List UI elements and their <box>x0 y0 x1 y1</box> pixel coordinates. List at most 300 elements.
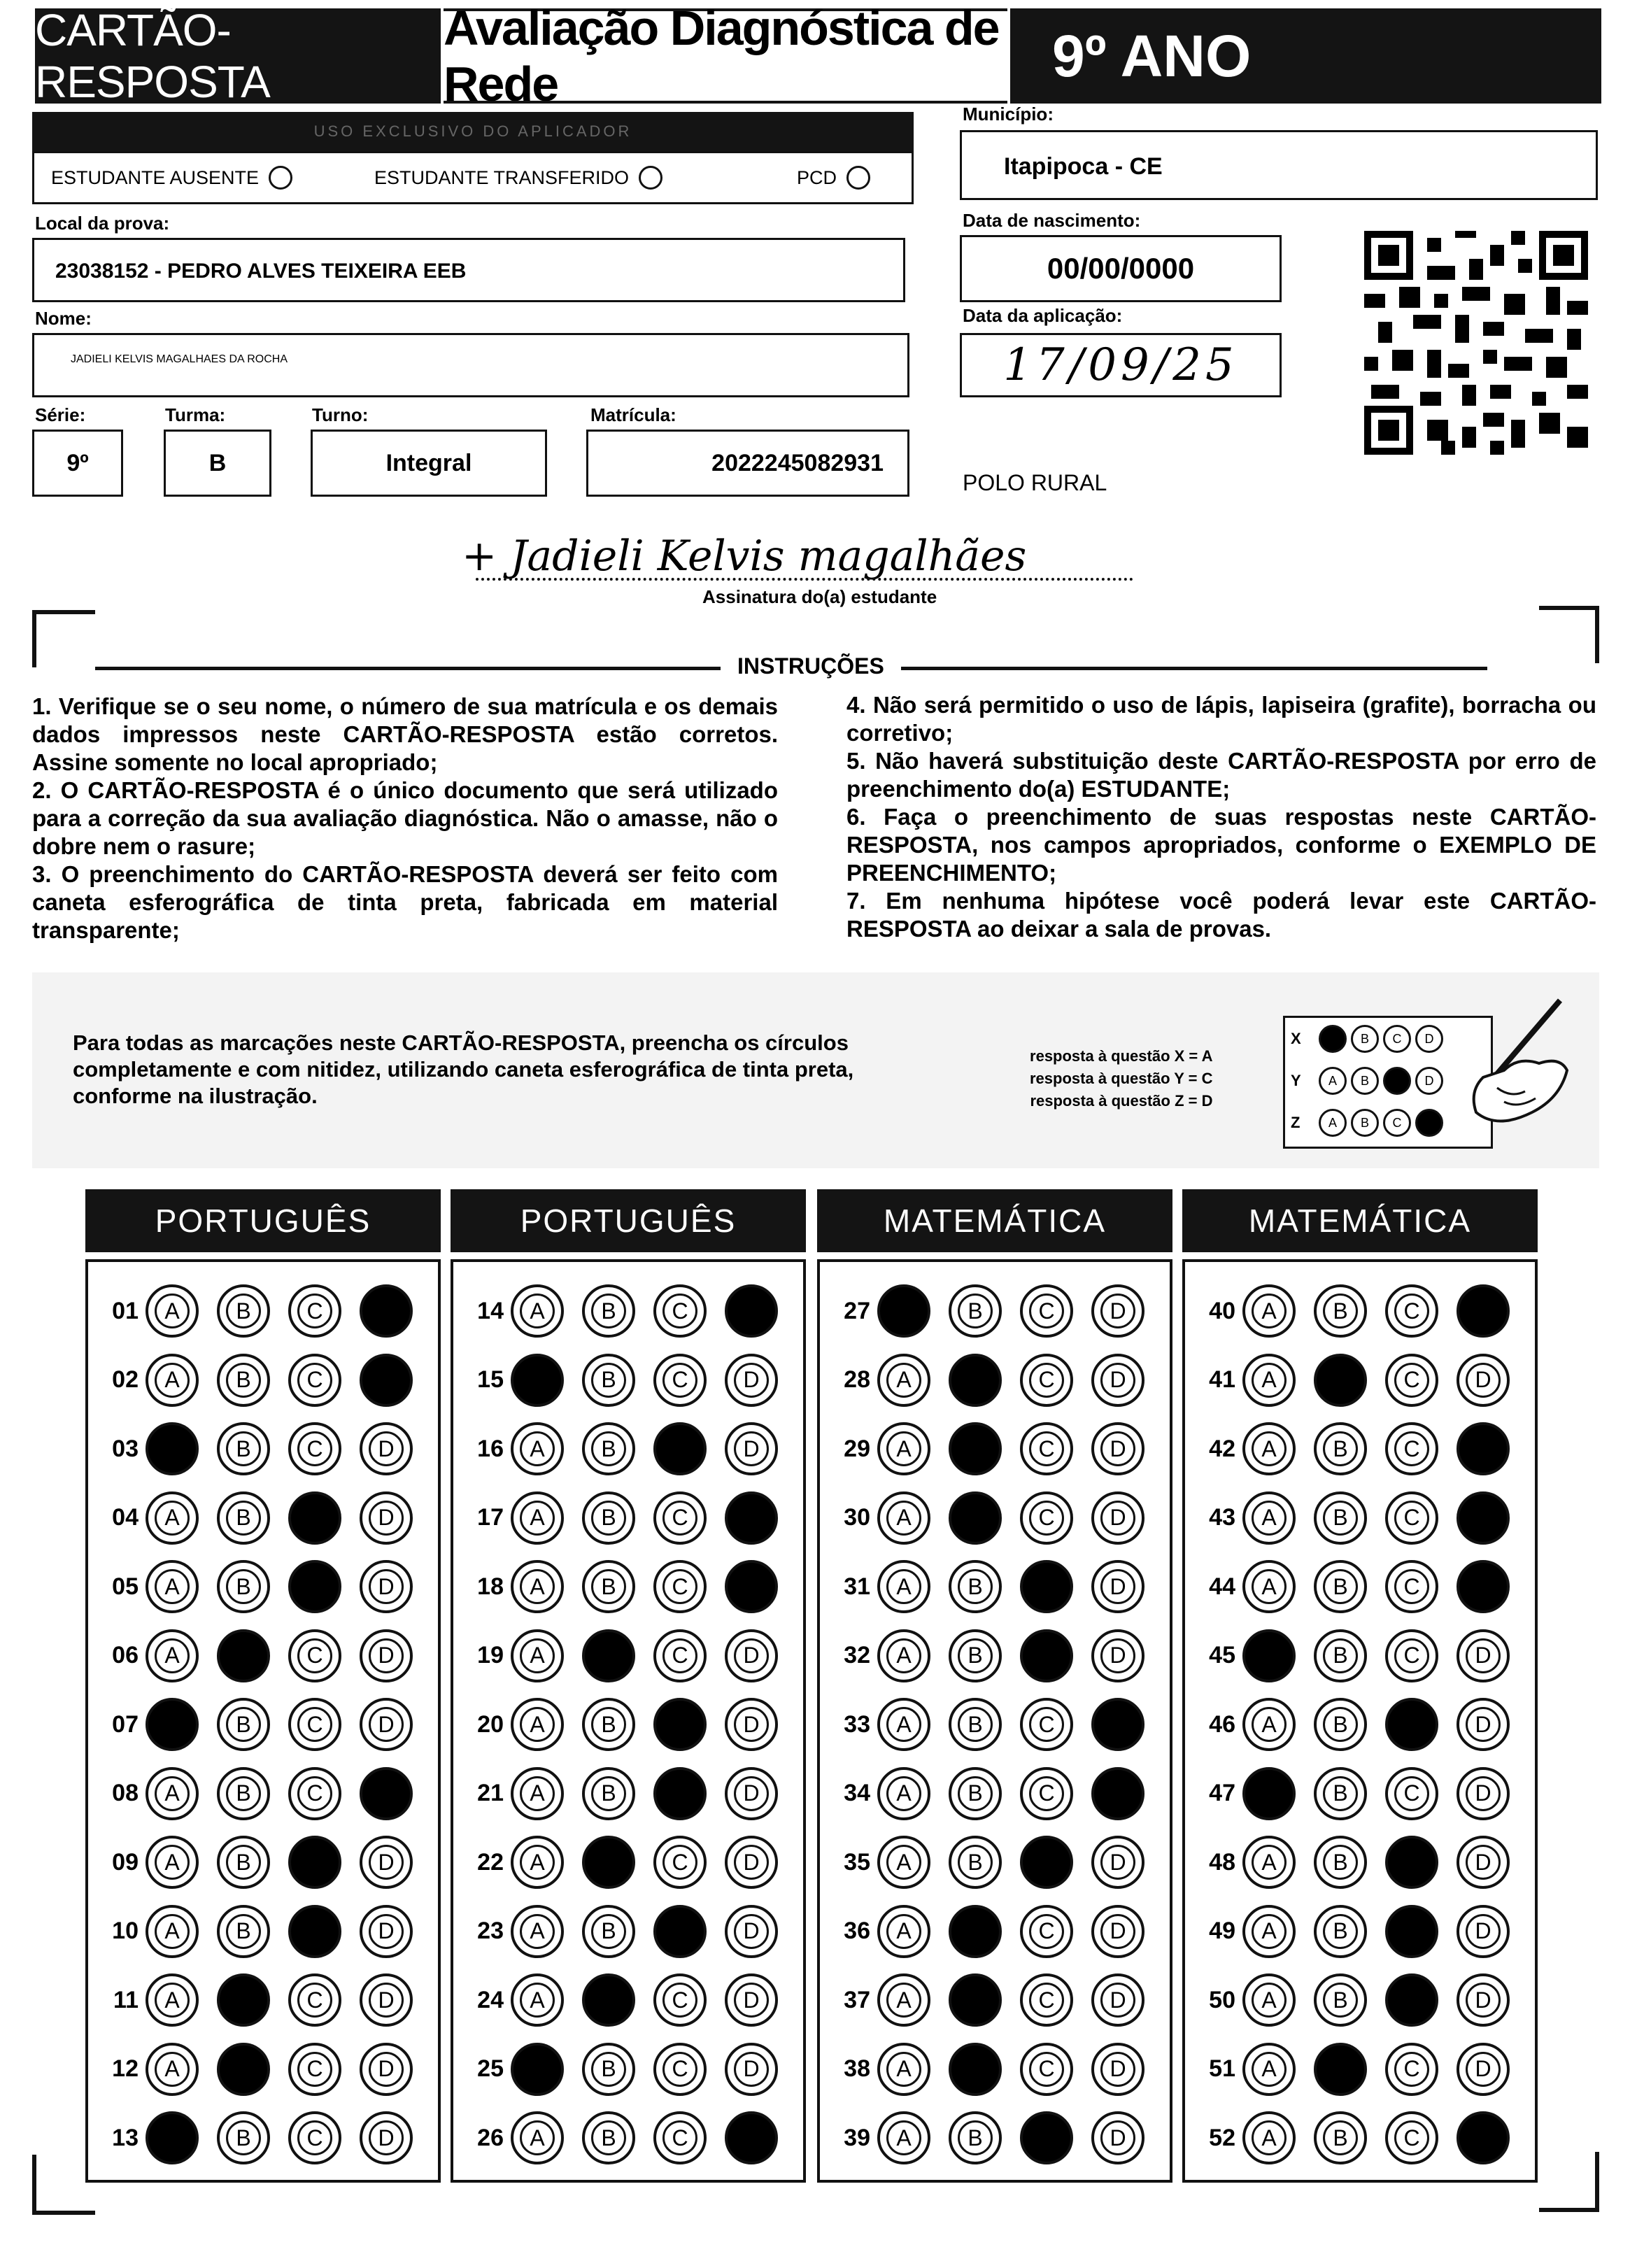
answer-bubble-c[interactable] <box>653 1422 707 1475</box>
bubble-letter: A <box>886 1501 921 1536</box>
grade-label: 9º ANO <box>1010 8 1601 104</box>
answer-bubble-b[interactable] <box>949 2043 1002 2096</box>
answer-bubble-a[interactable] <box>511 1560 564 1613</box>
bubble-letter: B <box>591 1914 626 1949</box>
answer-bubble-b[interactable] <box>1314 1836 1367 1889</box>
answer-bubble-c[interactable] <box>288 2111 341 2164</box>
answer-bubble-d[interactable] <box>725 1560 778 1613</box>
bubble-letter: A <box>520 1294 555 1328</box>
question-number: 45 <box>1209 1642 1235 1668</box>
answer-bubble-d[interactable] <box>725 1905 778 1958</box>
answer-bubble-b[interactable] <box>949 1905 1002 1958</box>
answer-bubble-d[interactable] <box>1457 1491 1510 1545</box>
example-row-label: Z <box>1291 1114 1301 1131</box>
answer-bubble-a[interactable] <box>511 1698 564 1751</box>
answer-bubble-c[interactable] <box>288 1560 341 1613</box>
answer-bubble-c[interactable] <box>653 1284 707 1338</box>
answer-bubble-a[interactable] <box>146 2111 199 2164</box>
bubble-letter: C <box>1394 1363 1429 1398</box>
answer-bubble-b[interactable] <box>1314 1354 1367 1407</box>
hand-pen-icon <box>1455 993 1581 1133</box>
answer-bubble-b[interactable] <box>217 2111 270 2164</box>
bubble-letter: A <box>886 1845 921 1880</box>
corner-top-right <box>1539 606 1599 663</box>
answer-bubble-a[interactable] <box>1242 1354 1296 1407</box>
answer-bubble-c[interactable] <box>1385 1284 1438 1338</box>
answer-bubble-d[interactable] <box>1457 1354 1510 1407</box>
bubble-letter: B <box>958 1776 993 1811</box>
question-row <box>97 1559 431 1615</box>
answer-bubble-d[interactable] <box>1091 1354 1144 1407</box>
answer-bubble-a[interactable] <box>146 1698 199 1751</box>
answer-bubble-a[interactable] <box>146 1629 199 1682</box>
answer-bubble-c[interactable] <box>288 1354 341 1407</box>
answer-bubble-d[interactable] <box>360 1354 413 1407</box>
bubble-letter: C <box>1394 1501 1429 1536</box>
answer-bubble-d[interactable] <box>360 1698 413 1751</box>
answer-bubble-d[interactable] <box>725 1973 778 2027</box>
answer-bubble-d[interactable] <box>725 1422 778 1475</box>
answer-bubble-a[interactable] <box>511 1629 564 1682</box>
bubble-letter: A <box>155 1845 190 1880</box>
question-row <box>828 1559 1163 1615</box>
example-bubble: C <box>1383 1109 1411 1137</box>
question-row <box>462 1628 796 1684</box>
answer-bubble-a[interactable] <box>1242 1284 1296 1338</box>
answer-bubble-c[interactable] <box>1020 1973 1073 2027</box>
answer-bubble-d[interactable] <box>1091 1284 1144 1338</box>
answer-bubble-b[interactable] <box>582 2043 635 2096</box>
answer-bubble-d[interactable] <box>360 2043 413 2096</box>
signature-label: Assinatura do(a) estudante <box>702 586 937 607</box>
answer-bubble-b[interactable] <box>582 1491 635 1545</box>
answer-bubble-c[interactable] <box>288 1491 341 1545</box>
answer-bubble-a[interactable] <box>146 1422 199 1475</box>
answer-bubble-a[interactable] <box>1242 2043 1296 2096</box>
bubble-letter: C <box>297 1431 332 1466</box>
answer-bubble-d[interactable] <box>1457 1973 1510 2027</box>
answer-bubble-c[interactable] <box>1020 1491 1073 1545</box>
example-row-label: Y <box>1291 1072 1301 1089</box>
answer-bubble-d[interactable] <box>1091 1491 1144 1545</box>
answer-bubble-b[interactable] <box>217 2043 270 2096</box>
answer-bubble-d[interactable] <box>1457 2111 1510 2164</box>
answer-bubble-d[interactable] <box>1457 1836 1510 1889</box>
question-number: 18 <box>477 1573 504 1600</box>
answer-bubble-b[interactable] <box>217 1560 270 1613</box>
answer-bubble-c[interactable] <box>1385 1698 1438 1751</box>
answer-bubble-d[interactable] <box>360 1491 413 1545</box>
answer-bubble-c[interactable] <box>288 2043 341 2096</box>
answer-bubble-d[interactable] <box>1091 1767 1144 1820</box>
answer-bubble-c[interactable] <box>653 1560 707 1613</box>
bubble-letter: A <box>520 1707 555 1742</box>
answer-bubble-a[interactable] <box>511 1354 564 1407</box>
bubble-letter: A <box>886 1983 921 2018</box>
answer-bubble-b[interactable] <box>217 1491 270 1545</box>
answer-bubble-d[interactable] <box>1457 1767 1510 1820</box>
bubble-letter: A <box>1252 1914 1287 1949</box>
pcd-label: PCD <box>797 166 837 188</box>
question-row <box>462 2041 796 2097</box>
answer-bubble-b[interactable] <box>582 1698 635 1751</box>
bubble-letter: D <box>734 1638 769 1673</box>
serie-label: Série: <box>35 404 86 425</box>
answer-bubble-b[interactable] <box>217 1767 270 1820</box>
bubble-letter: D <box>734 1983 769 2018</box>
answer-bubble-c[interactable] <box>653 1836 707 1889</box>
answer-bubble-b[interactable] <box>1314 2111 1367 2164</box>
answer-bubble-a[interactable] <box>877 1284 930 1338</box>
bubble-letter: A <box>1252 1501 1287 1536</box>
answer-bubble-d[interactable] <box>1457 1905 1510 1958</box>
question-number: 44 <box>1209 1573 1235 1600</box>
answer-bubble-c[interactable] <box>1020 2111 1073 2164</box>
example-bubble: A <box>1319 1109 1347 1137</box>
answer-bubble-a[interactable] <box>1242 1836 1296 1889</box>
answer-bubble-a[interactable] <box>1242 1491 1296 1545</box>
answer-bubble-d[interactable] <box>360 1422 413 1475</box>
answer-bubble-d[interactable] <box>1457 1560 1510 1613</box>
answer-bubble-d[interactable] <box>1457 1422 1510 1475</box>
answer-bubble-d[interactable] <box>1457 1698 1510 1751</box>
answer-bubble-b[interactable] <box>582 1905 635 1958</box>
bubble-letter: D <box>1466 1983 1501 2018</box>
bubble-letter: B <box>226 1363 261 1398</box>
answer-bubble-b[interactable] <box>949 1284 1002 1338</box>
answer-bubble-a[interactable] <box>511 2043 564 2096</box>
answer-bubble-d[interactable] <box>360 1905 413 1958</box>
answer-bubble-c[interactable] <box>1020 1905 1073 1958</box>
bubble-letter: A <box>155 1914 190 1949</box>
question-number: 51 <box>1209 2055 1235 2082</box>
answer-bubble-b[interactable] <box>582 1422 635 1475</box>
answer-bubble-b[interactable] <box>1314 1973 1367 2027</box>
answer-bubble-c[interactable] <box>653 1629 707 1682</box>
answer-bubble-b[interactable] <box>949 1629 1002 1682</box>
bubble-letter: B <box>226 1501 261 1536</box>
answer-bubble-a[interactable] <box>877 1560 930 1613</box>
bubble-letter: D <box>734 1707 769 1742</box>
answer-bubble-a[interactable] <box>511 1905 564 1958</box>
answer-bubble-b[interactable] <box>582 1836 635 1889</box>
answer-bubble-c[interactable] <box>1385 1767 1438 1820</box>
answer-bubble-a[interactable] <box>146 1973 199 2027</box>
answer-bubble-c[interactable] <box>1020 1422 1073 1475</box>
answer-bubble-c[interactable] <box>653 1698 707 1751</box>
answer-bubble-c[interactable] <box>1385 1560 1438 1613</box>
answer-bubble-a[interactable] <box>1242 2111 1296 2164</box>
answer-bubble-c[interactable] <box>288 1629 341 1682</box>
answer-bubble-b[interactable] <box>1314 1284 1367 1338</box>
answer-bubble-b[interactable] <box>1314 1560 1367 1613</box>
answer-bubble-c[interactable] <box>1020 1698 1073 1751</box>
answer-bubble-c[interactable] <box>288 1973 341 2027</box>
bubble-letter: A <box>1252 2120 1287 2155</box>
answer-bubble-a[interactable] <box>877 2043 930 2096</box>
answer-bubble-d[interactable] <box>1091 2043 1144 2096</box>
answer-bubble-b[interactable] <box>949 2111 1002 2164</box>
bubble-letter: D <box>734 2052 769 2087</box>
answer-bubble-b[interactable] <box>582 1629 635 1682</box>
answer-bubble-a[interactable] <box>511 1836 564 1889</box>
answer-bubble-d[interactable] <box>360 1560 413 1613</box>
answer-bubble-d[interactable] <box>725 2043 778 2096</box>
answer-bubble-b[interactable] <box>582 1284 635 1338</box>
answer-bubble-c[interactable] <box>653 1973 707 2027</box>
turma-label: Turma: <box>165 404 226 425</box>
answer-bubble-a[interactable] <box>511 1973 564 2027</box>
answer-bubble-d[interactable] <box>360 1767 413 1820</box>
answer-bubble-b[interactable] <box>582 2111 635 2164</box>
answer-bubble-d[interactable] <box>1091 1560 1144 1613</box>
bubble-letter: B <box>226 1776 261 1811</box>
answer-bubble-a[interactable] <box>877 1629 930 1682</box>
answer-bubble-c[interactable] <box>653 1905 707 1958</box>
answer-bubble-a[interactable] <box>511 1422 564 1475</box>
question-row <box>828 2041 1163 2097</box>
instruction-item: 7. Em nenhuma hipótese você poderá levar este CARTÃO-RESPOSTA ao deixar a sala de provas. <box>846 888 1596 942</box>
answer-bubble-c[interactable] <box>1020 1836 1073 1889</box>
question-number: 52 <box>1209 2124 1235 2151</box>
question-number: 38 <box>844 2055 870 2082</box>
bubble-letter: C <box>1029 1707 1064 1742</box>
answer-bubble-d[interactable] <box>725 1491 778 1545</box>
bubble-letter: B <box>591 2052 626 2087</box>
turno-label: Turno: <box>312 404 369 425</box>
answer-bubble-b[interactable] <box>949 1767 1002 1820</box>
answer-bubble-b[interactable] <box>949 1491 1002 1545</box>
answer-bubble-b[interactable] <box>1314 1698 1367 1751</box>
answer-bubble-b[interactable] <box>949 1698 1002 1751</box>
answer-bubble-d[interactable] <box>725 1767 778 1820</box>
question-number: 48 <box>1209 1848 1235 1876</box>
answer-bubble-b[interactable] <box>1314 1905 1367 1958</box>
answer-bubble-a[interactable] <box>146 1836 199 1889</box>
signature-area[interactable] <box>462 532 1161 595</box>
answer-bubble-b[interactable] <box>1314 1491 1367 1545</box>
answer-bubble-d[interactable] <box>725 1698 778 1751</box>
answer-bubble-c[interactable] <box>1385 1422 1438 1475</box>
answer-bubble-b[interactable] <box>582 1354 635 1407</box>
answer-bubble-b[interactable] <box>949 1354 1002 1407</box>
answer-bubble-a[interactable] <box>1242 1629 1296 1682</box>
answer-bubble-d[interactable] <box>1091 1973 1144 2027</box>
answer-bubble-a[interactable] <box>146 1284 199 1338</box>
answer-bubble-c[interactable] <box>288 1422 341 1475</box>
answer-bubble-a[interactable] <box>146 1905 199 1958</box>
answer-bubble-c[interactable] <box>1020 1560 1073 1613</box>
answer-bubble-d[interactable] <box>725 1629 778 1682</box>
answer-bubble-a[interactable] <box>877 1836 930 1889</box>
answer-bubble-a[interactable] <box>511 1491 564 1545</box>
answer-bubble-c[interactable] <box>288 1284 341 1338</box>
bubble-letter: A <box>1252 2052 1287 2087</box>
answer-bubble-d[interactable] <box>360 1973 413 2027</box>
answer-bubble-c[interactable] <box>1385 1836 1438 1889</box>
answer-bubble-c[interactable] <box>288 1836 341 1889</box>
answer-bubble-d[interactable] <box>360 2111 413 2164</box>
answer-bubble-d[interactable] <box>725 1284 778 1338</box>
matricula-label: Matrícula: <box>590 404 676 425</box>
answer-bubble-b[interactable] <box>217 1905 270 1958</box>
answer-bubble-b[interactable] <box>217 1973 270 2027</box>
bubble-letter: C <box>297 1776 332 1811</box>
example-row <box>1291 1025 1443 1053</box>
answer-bubble-d[interactable] <box>725 2111 778 2164</box>
answer-bubble-d[interactable] <box>1091 1905 1144 1958</box>
pcd-radio[interactable] <box>846 166 870 190</box>
answer-bubble-b[interactable] <box>949 1836 1002 1889</box>
answer-bubble-c[interactable] <box>288 1905 341 1958</box>
answer-bubble-b[interactable] <box>582 1973 635 2027</box>
absent-option[interactable] <box>51 166 292 190</box>
bubble-letter: C <box>662 1294 697 1328</box>
answer-bubble-d[interactable] <box>1457 2043 1510 2096</box>
question-row <box>462 1696 796 1752</box>
answer-bubble-b[interactable] <box>1314 1767 1367 1820</box>
question-number: 28 <box>844 1366 870 1393</box>
answer-bubble-a[interactable] <box>877 1698 930 1751</box>
bubble-letter: C <box>662 2052 697 2087</box>
answer-bubble-c[interactable] <box>1020 1629 1073 1682</box>
answer-bubble-c[interactable] <box>288 1767 341 1820</box>
answer-bubble-c[interactable] <box>288 1698 341 1751</box>
answer-bubble-a[interactable] <box>146 1491 199 1545</box>
answer-bubble-a[interactable] <box>511 2111 564 2164</box>
answer-bubble-a[interactable] <box>877 1973 930 2027</box>
answer-bubble-a[interactable] <box>877 1422 930 1475</box>
bubble-letter: A <box>1252 1983 1287 2018</box>
answer-bubble-a[interactable] <box>511 1284 564 1338</box>
bubble-letter: A <box>155 2052 190 2087</box>
answer-bubble-b[interactable] <box>217 1698 270 1751</box>
answer-bubble-b[interactable] <box>1314 1629 1367 1682</box>
answer-bubble-a[interactable] <box>1242 1973 1296 2027</box>
example-bubble <box>1319 1025 1347 1053</box>
answer-bubble-b[interactable] <box>217 1836 270 1889</box>
question-number: 23 <box>477 1918 504 1944</box>
answer-bubble-d[interactable] <box>360 1836 413 1889</box>
answer-bubble-b[interactable] <box>582 1560 635 1613</box>
bubble-letter: D <box>369 1845 404 1880</box>
bubble-letter: C <box>1029 1363 1064 1398</box>
answer-bubble-a[interactable] <box>877 1905 930 1958</box>
answer-bubble-b[interactable] <box>217 1284 270 1338</box>
answer-bubble-a[interactable] <box>1242 1698 1296 1751</box>
answer-bubble-b[interactable] <box>949 1560 1002 1613</box>
answer-bubble-b[interactable] <box>1314 1422 1367 1475</box>
transferred-radio[interactable] <box>639 166 662 190</box>
bubble-letter: B <box>1323 1845 1358 1880</box>
answer-bubble-d[interactable] <box>725 1836 778 1889</box>
answer-bubble-c[interactable] <box>1385 1354 1438 1407</box>
answer-bubble-b[interactable] <box>217 1629 270 1682</box>
answer-bubble-c[interactable] <box>1385 2111 1438 2164</box>
answer-bubble-c[interactable] <box>1385 2043 1438 2096</box>
answer-bubble-c[interactable] <box>653 2111 707 2164</box>
answer-bubble-d[interactable] <box>1091 1422 1144 1475</box>
bubble-letter: B <box>1323 1983 1358 2018</box>
bubble-letter: C <box>297 1294 332 1328</box>
answer-bubble-b[interactable] <box>1314 2043 1367 2096</box>
answer-bubble-c[interactable] <box>653 1767 707 1820</box>
question-number: 49 <box>1209 1918 1235 1944</box>
answer-bubble-a[interactable] <box>146 1767 199 1820</box>
answer-bubble-c[interactable] <box>1385 1905 1438 1958</box>
answer-bubble-c[interactable] <box>1385 1491 1438 1545</box>
bubble-letter: A <box>155 1363 190 1398</box>
answer-bubble-d[interactable] <box>1091 1698 1144 1751</box>
answer-bubble-b[interactable] <box>582 1767 635 1820</box>
answer-bubble-d[interactable] <box>360 1629 413 1682</box>
bubble-letter: C <box>1394 1776 1429 1811</box>
answer-bubble-a[interactable] <box>877 1354 930 1407</box>
answer-bubble-a[interactable] <box>1242 1905 1296 1958</box>
bubble-letter: C <box>1394 1638 1429 1673</box>
bubble-letter: B <box>1323 1501 1358 1536</box>
answer-bubble-b[interactable] <box>949 1422 1002 1475</box>
answer-bubble-b[interactable] <box>949 1973 1002 2027</box>
answer-column <box>817 1259 1172 2183</box>
answer-bubble-d[interactable] <box>1091 1836 1144 1889</box>
bubble-letter: D <box>1100 1363 1135 1398</box>
question-row <box>1193 1972 1528 2028</box>
answer-bubble-c[interactable] <box>1020 2043 1073 2096</box>
answer-bubble-c[interactable] <box>1020 1767 1073 1820</box>
answer-bubble-c[interactable] <box>653 1354 707 1407</box>
answer-bubble-c[interactable] <box>1020 1284 1073 1338</box>
pcd-option[interactable] <box>797 166 870 190</box>
answer-bubble-d[interactable] <box>1091 2111 1144 2164</box>
answer-bubble-a[interactable] <box>1242 1560 1296 1613</box>
answer-bubble-a[interactable] <box>877 1767 930 1820</box>
answer-bubble-a[interactable] <box>146 2043 199 2096</box>
answer-bubble-d[interactable] <box>1457 1284 1510 1338</box>
answer-bubble-a[interactable] <box>1242 1767 1296 1820</box>
answer-bubble-b[interactable] <box>217 1422 270 1475</box>
answer-bubble-c[interactable] <box>1385 1973 1438 2027</box>
answer-bubble-c[interactable] <box>653 1491 707 1545</box>
answer-bubble-d[interactable] <box>1457 1629 1510 1682</box>
question-row <box>1193 1696 1528 1752</box>
transferred-option[interactable] <box>374 166 662 190</box>
answer-bubble-a[interactable] <box>877 2111 930 2164</box>
answer-bubble-a[interactable] <box>146 1560 199 1613</box>
answer-bubble-b[interactable] <box>217 1354 270 1407</box>
answer-bubble-a[interactable] <box>146 1354 199 1407</box>
question-number: 39 <box>844 2124 870 2151</box>
answer-bubble-c[interactable] <box>653 2043 707 2096</box>
answer-column <box>1182 1259 1538 2183</box>
question-number: 06 <box>112 1642 139 1668</box>
question-row <box>97 2110 431 2166</box>
answer-bubble-a[interactable] <box>1242 1422 1296 1475</box>
answer-bubble-d[interactable] <box>1091 1629 1144 1682</box>
bubble-letter: A <box>1252 1845 1287 1880</box>
answer-bubble-a[interactable] <box>511 1767 564 1820</box>
answer-bubble-d[interactable] <box>725 1354 778 1407</box>
answer-bubble-c[interactable] <box>1385 1629 1438 1682</box>
instruction-item: 3. O preenchimento do CARTÃO-RESPOSTA deverá ser feito com caneta esferográfica de tinta preta, fabricada em material transparente; <box>32 861 778 943</box>
answer-bubble-c[interactable] <box>1020 1354 1073 1407</box>
question-number: 13 <box>112 2124 139 2151</box>
answer-bubble-a[interactable] <box>877 1491 930 1545</box>
absent-radio[interactable] <box>269 166 292 190</box>
answer-bubble-d[interactable] <box>360 1284 413 1338</box>
application-box <box>960 333 1282 397</box>
bubble-letter: D <box>1100 1983 1135 2018</box>
